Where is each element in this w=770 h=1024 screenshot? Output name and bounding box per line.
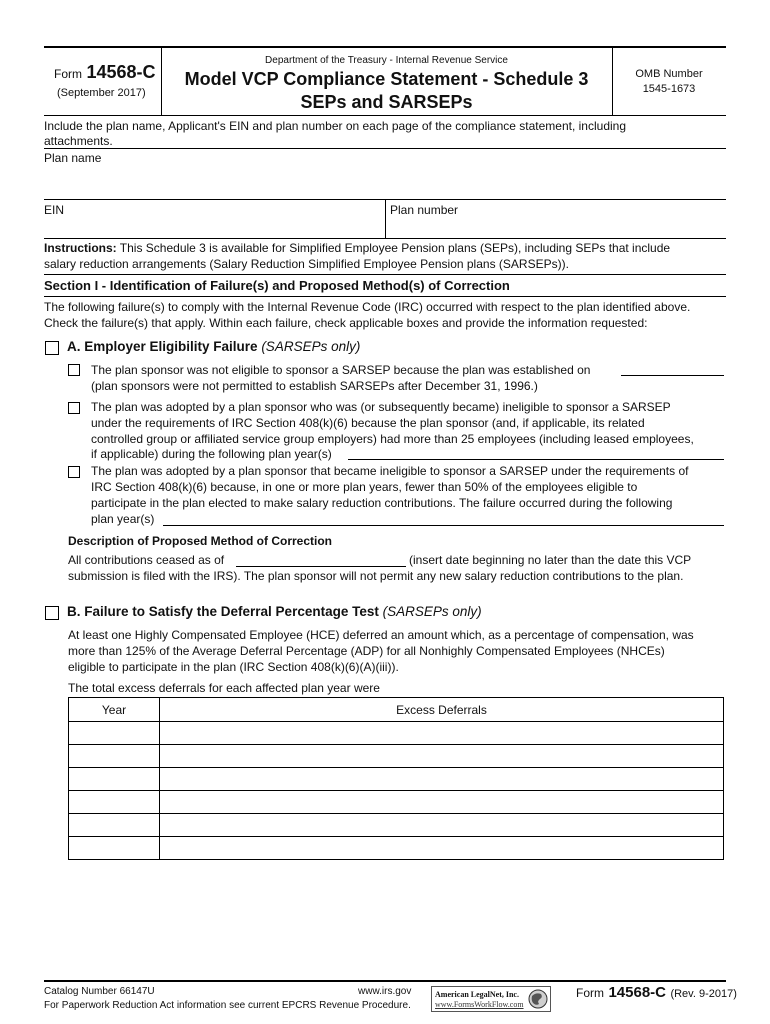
failure-b-title — [67, 603, 482, 620]
excess-cell[interactable] — [160, 745, 724, 768]
failure-a-checkbox[interactable] — [45, 341, 59, 355]
form-number: 14568-C — [86, 62, 156, 82]
intro-rule — [44, 148, 726, 149]
footer-website: www.irs.gov — [358, 986, 412, 997]
failure-a-title-suffix: (SARSEPs only) — [261, 339, 361, 354]
globe-icon — [528, 989, 548, 1009]
footer-rule — [44, 980, 726, 982]
year-cell[interactable] — [69, 837, 160, 860]
form-id — [54, 62, 156, 83]
ein-rule — [44, 238, 726, 239]
omb-number: 1545-1673 — [642, 83, 696, 95]
header-divider-right — [612, 47, 613, 115]
year-cell[interactable] — [69, 745, 160, 768]
failure-a-opt1-line2: (plan sponsors were not permitted to establish SARSEPs after December 31, 1996.) — [91, 379, 538, 393]
table-row — [69, 814, 724, 837]
failure-a-opt2-line1: The plan was adopted by a plan sponsor who was (or subsequently became) ineligible to sponsor a SARSEP — [91, 400, 671, 414]
failure-a-opt3-checkbox[interactable] — [68, 466, 80, 478]
legalnet-logo — [431, 986, 551, 1012]
failure-a-opt3-years-field[interactable] — [163, 525, 724, 526]
correction-title: Description of Proposed Method of Correction — [68, 534, 333, 548]
footer-catalog: Catalog Number 66147U — [44, 986, 155, 997]
table-row — [69, 745, 724, 768]
failure-a-opt2-years-field[interactable] — [348, 459, 724, 460]
instructions-text1: This Schedule 3 is available for Simplified Employee Pension plans (SEPs), including SEPs that include — [116, 241, 671, 255]
intro-line2: attachments. — [44, 134, 113, 148]
department-label: Department of the Treasury - Internal Revenue Service — [265, 55, 508, 66]
footer-rev: (Rev. 9-2017) — [670, 988, 737, 1000]
form-title-line1: Model VCP Compliance Statement - Schedule 3 — [184, 69, 589, 89]
section1-rule — [44, 296, 726, 297]
failure-b-checkbox[interactable] — [45, 606, 59, 620]
plan-name-label: Plan name — [44, 151, 102, 165]
failure-a-opt1-date-field[interactable] — [621, 375, 724, 376]
footer-form-id — [576, 984, 737, 1002]
logo-line2: www.FormsWorkFlow.com — [435, 1000, 524, 1009]
header-top-rule — [44, 46, 726, 48]
excess-cell[interactable] — [160, 768, 724, 791]
failure-b-table-intro: The total excess deferrals for each affected plan year were — [68, 681, 380, 695]
table-header-excess: Excess Deferrals — [160, 698, 724, 722]
omb-label: OMB Number — [635, 68, 703, 80]
correction-line1a: All contributions ceased as of — [68, 553, 225, 567]
year-cell[interactable] — [69, 791, 160, 814]
instructions-bold: Instructions: — [44, 241, 117, 255]
excess-cell[interactable] — [160, 722, 724, 745]
table-header-year: Year — [69, 698, 160, 722]
ein-field[interactable] — [44, 218, 384, 238]
failure-a-title-text: A. Employer Eligibility Failure — [67, 339, 258, 354]
failure-a-opt2-line4: if applicable) during the following plan year(s) — [91, 447, 332, 461]
failure-a-opt3-line1: The plan was adopted by a plan sponsor that became ineligible to sponsor a SARSEP under the requirements of — [91, 464, 689, 478]
instructions-line1 — [44, 241, 670, 256]
year-cell[interactable] — [69, 814, 160, 837]
failure-a-opt3-line2: IRC Section 408(k)(6) because, in one or more plan years, fewer than 50% of the employees eligible to — [91, 480, 638, 494]
failure-b-line2: more than 125% of the Average Deferral Percentage (ADP) for all Nonhighly Compensated Employees (NHCEs) — [68, 644, 665, 658]
ein-divider — [385, 200, 386, 238]
plan-number-field[interactable] — [390, 218, 724, 238]
excess-cell[interactable] — [160, 814, 724, 837]
correction-line2: submission is filed with the IRS). The plan sponsor will not permit any new salary reduction contributions to the plan. — [68, 569, 684, 583]
failure-b-title-text: B. Failure to Satisfy the Deferral Percentage Test — [67, 604, 379, 619]
failure-a-opt1-line1: The plan sponsor was not eligible to sponsor a SARSEP because the plan was established on — [91, 363, 591, 377]
table-row — [69, 768, 724, 791]
logo-line1: American LegalNet, Inc. — [435, 990, 519, 999]
table-header-row — [69, 698, 724, 722]
failure-a-opt2-checkbox[interactable] — [68, 402, 80, 414]
instructions-line2: salary reduction arrangements (Salary Reduction Simplified Employee Pension plans (SARSEPs)). — [44, 257, 569, 271]
ein-label: EIN — [44, 203, 65, 217]
header-bottom-rule — [44, 115, 726, 116]
plan-number-label: Plan number — [390, 203, 459, 217]
table-row — [69, 837, 724, 860]
failure-a-opt2-line3: controlled group or affiliated service group employers) had more than 25 employees (including leased employees, — [91, 432, 694, 446]
failure-a-title — [67, 338, 360, 355]
form-prefix: Form — [54, 67, 82, 81]
failure-b-line1: At least one Highly Compensated Employee (HCE) deferred an amount which, as a percentage of compensation, was — [68, 628, 694, 642]
excess-cell[interactable] — [160, 791, 724, 814]
year-cell[interactable] — [69, 768, 160, 791]
section1-line1: The following failure(s) to comply with the Internal Revenue Code (IRC) occurred with respect to the plan identified above. — [44, 300, 691, 314]
correction-line1b: (insert date beginning no later than the date this VCP — [409, 553, 692, 567]
excess-deferrals-table — [68, 697, 724, 860]
section1-title: Section I - Identification of Failure(s) and Proposed Method(s) of Correction — [44, 278, 510, 293]
failure-a-opt2-line2: under the requirements of IRC Section 408(k)(6) because the plan sponsor (and, if applicable, its related — [91, 416, 645, 430]
instructions-rule — [44, 274, 726, 275]
failure-b-line3: eligible to participate in the plan (IRC Section 408(k)(6)(A)(iii)). — [68, 660, 399, 674]
failure-b-title-suffix: (SARSEPs only) — [382, 604, 482, 619]
intro-line1: Include the plan name, Applicant's EIN and plan number on each page of the compliance statement, including — [44, 119, 626, 133]
correction-date-field[interactable] — [236, 566, 406, 567]
failure-a-opt3-line4: plan year(s) — [91, 512, 155, 526]
section1-line2: Check the failure(s) that apply. Within each failure, check applicable boxes and provide the information requested: — [44, 316, 648, 330]
excess-cell[interactable] — [160, 837, 724, 860]
footer-paperwork: For Paperwork Reduction Act information see current EPCRS Revenue Procedure. — [44, 1000, 411, 1011]
failure-a-opt3-line3: participate in the plan elected to make salary reduction contributions. The failure occurred during the following — [91, 496, 673, 510]
year-cell[interactable] — [69, 722, 160, 745]
footer-form-number: 14568-C — [608, 984, 666, 1001]
form-date: (September 2017) — [57, 87, 146, 99]
form-title-line2: SEPs and SARSEPs — [300, 92, 473, 112]
table-row — [69, 791, 724, 814]
table-row — [69, 722, 724, 745]
plan-name-field[interactable] — [44, 166, 726, 198]
failure-a-opt1-checkbox[interactable] — [68, 364, 80, 376]
footer-form-prefix: Form — [576, 986, 604, 1000]
